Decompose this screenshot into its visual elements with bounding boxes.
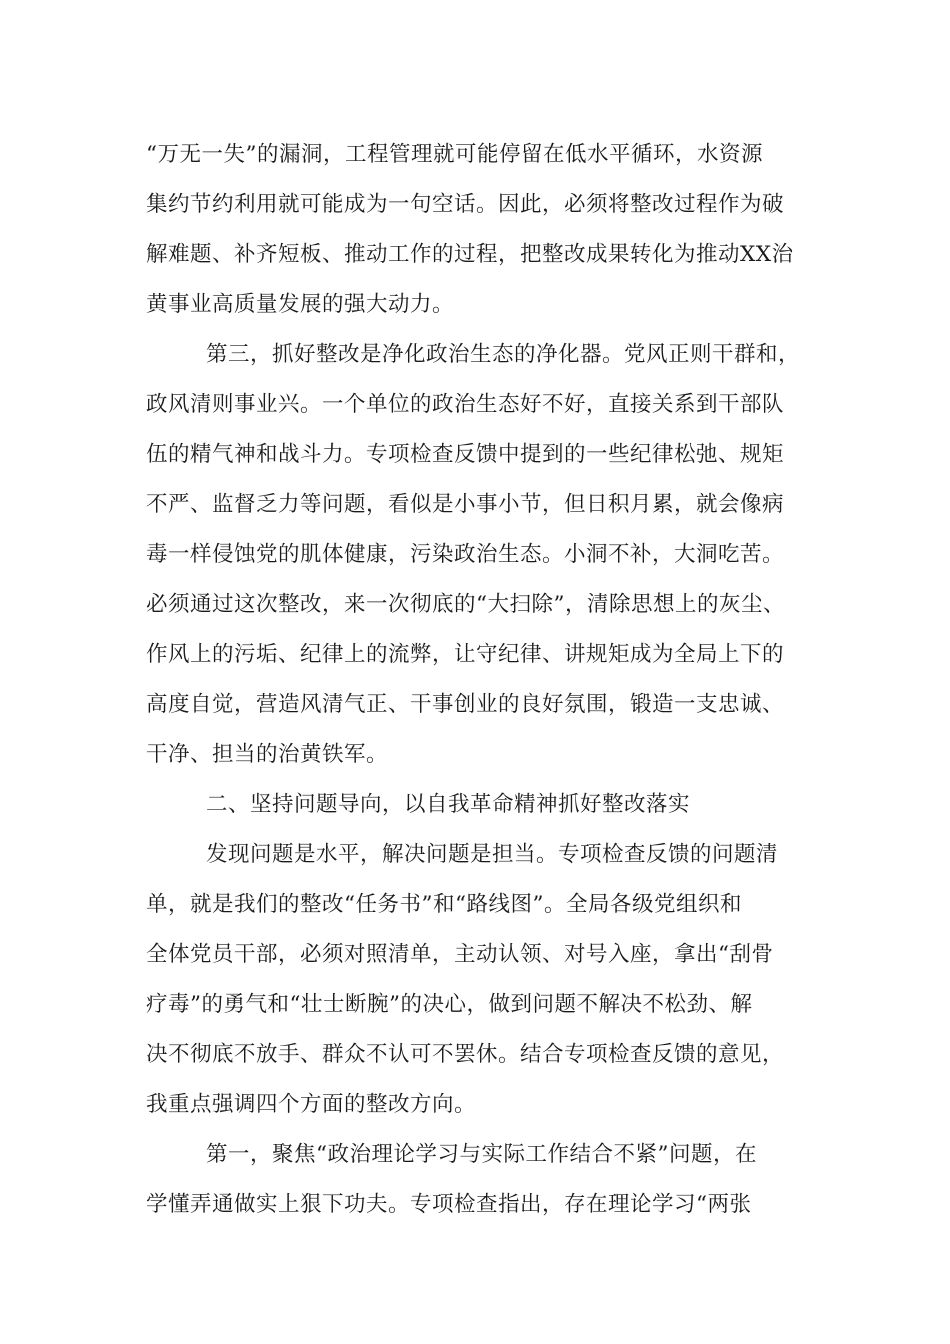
text-line: 决不彻底不放手、群众不认可不罢休。结合专项检查反馈的意见， [146, 1042, 785, 1067]
text-line: 干净、担当的治黄铁军。 [146, 742, 389, 767]
paragraph-start-line: 第三，抓好整改是净化政治生态的净化器。党风正则干群和， [206, 342, 801, 367]
text-line: 单，就是我们的整改“任务书”和“路线图”。全局各级党组织和 [146, 892, 742, 917]
text-line: 集约节约利用就可能成为一句空话。因此，必须将整改过程作为破 [146, 192, 785, 217]
text-line: 作风上的污垢、纪律上的流弊，让守纪律、讲规矩成为全局上下的 [146, 642, 785, 667]
text-line: 我重点强调四个方面的整改方向。 [146, 1092, 477, 1117]
text-line: 必须通过这次整改，来一次彻底的“大扫除”，清除思想上的灰尘、 [146, 592, 785, 617]
paragraph-start-line: 第一，聚焦“政治理论学习与实际工作结合不紧”问题，在 [206, 1142, 757, 1167]
text-line: 解难题、补齐短板、推动工作的过程，把整改成果转化为推动XX治 [146, 242, 794, 267]
text-line: 毒一样侵蚀党的肌体健康，污染政治生态。小洞不补，大洞吃苦。 [146, 542, 785, 567]
text-line: 高度自觉，营造风清气正、干事创业的良好氛围，锻造一支忠诚、 [146, 692, 785, 717]
text-line: 不严、监督乏力等问题，看似是小事小节，但日积月累，就会像病 [146, 492, 785, 517]
text-line: 政风清则事业兴。一个单位的政治生态好不好，直接关系到干部队 [146, 392, 785, 417]
section-heading: 二、坚持问题导向，以自我革命精神抓好整改落实 [206, 792, 691, 817]
text-line: 疗毒”的勇气和“壮士断腕”的决心，做到问题不解决不松劲、解 [146, 992, 753, 1017]
text-line: “万无一失”的漏洞，工程管理就可能停留在低水平循环，水资源 [146, 142, 763, 167]
text-line: 黄事业高质量发展的强大动力。 [146, 292, 455, 317]
text-line: 全体党员干部，必须对照清单，主动认领、对号入座，拿出“刮骨 [146, 942, 774, 967]
text-line: 学懂弄通做实上狠下功夫。专项检查指出，存在理论学习“两张 [146, 1192, 752, 1217]
text-line: 伍的精气神和战斗力。专项检查反馈中提到的一些纪律松弛、规矩 [146, 442, 785, 467]
paragraph-start-line: 发现问题是水平，解决问题是担当。专项检查反馈的问题清 [206, 842, 779, 867]
